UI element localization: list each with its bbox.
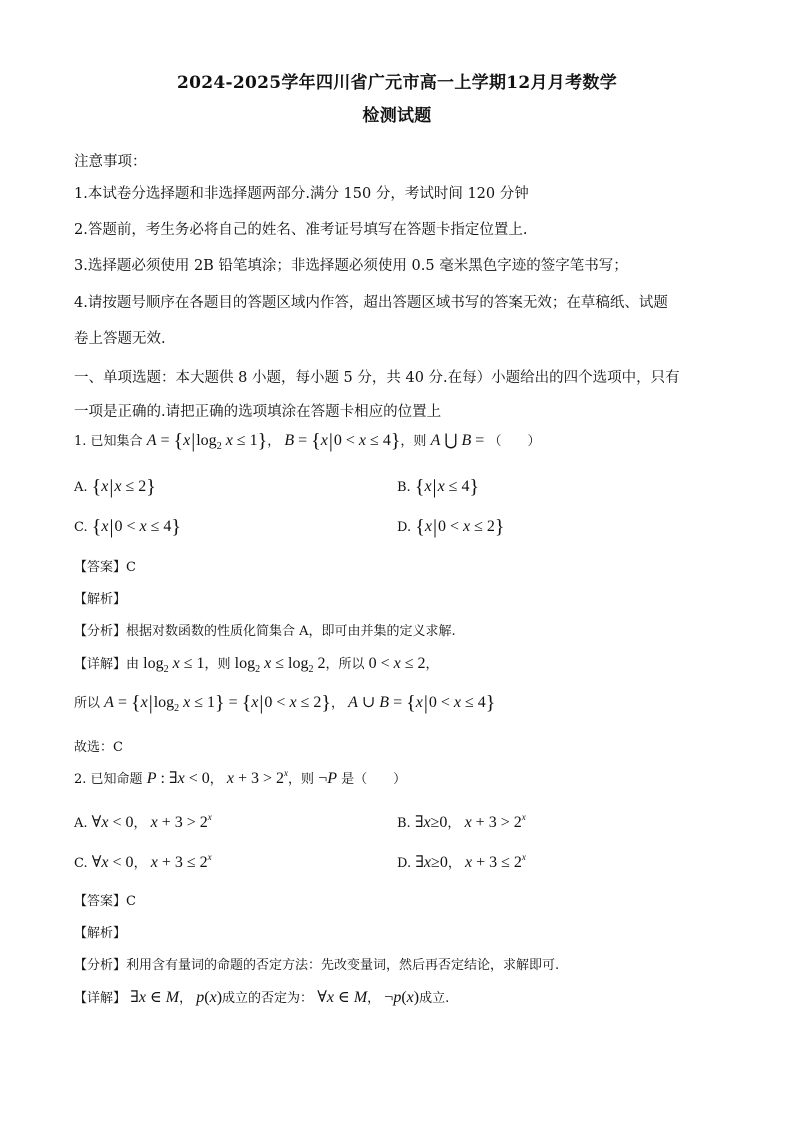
page-subtitle: 检测试题 (362, 106, 432, 126)
question-2-option-c: C. ∀x < 0， $x + 3 \le 2^x$ (74, 852, 212, 871)
question-1-option-c: C. {x|0 < x ≤ 4} (74, 516, 182, 538)
question-2-option-d: D. ∃x≥0， $x + 3 \le 2^x$ (397, 852, 526, 871)
question-2-option-b: B. ∃x≥0， $x + 3 > 2^x$ (397, 812, 526, 831)
notice-item: 2.答题前，考生务必将自己的姓名、准考证号填写在答题卡指定位置上. (74, 222, 528, 238)
question-2-detail: 【详解】 ∃x ∈ M， p(x)成立的否定为： ∀x ∈ M， ¬p(x)成立. (74, 989, 450, 1006)
page-title: 2024-2025学年四川省广元市高一上学期12月月考数学 (176, 73, 618, 93)
question-2-stem: 2. 已知命题 P : ∃x < 0， $x + 3 > 2^x$，则 ¬P 是（ ） (74, 768, 407, 787)
question-1-stem: 1. 已知集合 $A = \{x|\log_2$ x ≤ 1}， B = {x|0 < x ≤ 4}，则 A ⋃ B = （ ） (74, 430, 541, 452)
notice-item: 1.本试卷分选择题和非选择题两部分.满分 150 分，考试时间 120 分钟 (74, 186, 529, 202)
notice-item: 4.请按题号顺序在各题目的答题区域内作答，超出答题区域书写的答案无效；在草稿纸、试题 (74, 295, 668, 311)
union-expression: A ⋃ B = (430, 432, 485, 449)
notice-item: 卷上答题无效. (74, 331, 166, 347)
question-2-option-a: A. ∀x < 0， $x + 3 > 2^x$ (74, 812, 212, 831)
set-B-definition: B = {x|0 < x ≤ 4} (284, 430, 401, 452)
set-A-definition: $A = \{x|\log_2$ x ≤ 1} (146, 430, 268, 452)
section-heading: 一、单项选题：本大题供 8 小题，每小题 5 分，共 40 分.在每）小题给出的四个选项中，只有 (74, 370, 680, 386)
question-1-option-d: D. {x|0 < x ≤ 2} (397, 516, 505, 538)
notice-heading: 注意事项： (74, 154, 147, 170)
question-2-fenxi: 【分析】利用含有量词的命题的否定方法：先改变量词，然后再否定结论，求解即可. (74, 958, 560, 973)
question-1-option-b: B. {x|x ≤ 4} (397, 476, 480, 498)
question-1-detail-conclusion: 所以 $A = \{x|\log_2$ x ≤ 1} = {x|0 < x ≤ 2}， A ∪ B = {x|0 < x ≤ 4} (74, 692, 496, 714)
question-1-detail: 【详解】由 $\log_2 x \le 1$，则 $\log_2 x \le \log_2 2$，所以 0 < x ≤ 2， (74, 655, 439, 675)
question-1-choice: 故选：C (74, 740, 123, 755)
notice-item: 3.选择题必须使用 2B 铅笔填涂；非选择题必须使用 0.5 毫米黑色字迹的签字笔书写； (74, 258, 628, 274)
question-2-answer: 【答案】C (74, 894, 136, 909)
question-1-option-a: A. {x|x ≤ 2} (74, 476, 156, 498)
question-2-analysis-tag: 【解析】 (74, 926, 127, 941)
question-1-fenxi: 【分析】根据对数函数的性质化简集合 A，即可由并集的定义求解. (74, 624, 456, 639)
section-instruction: 一项是正确的.请把正确的选项填涂在答题卡相应的位置上 (74, 404, 442, 420)
question-1-answer: 【答案】C (74, 560, 136, 575)
question-1-analysis-tag: 【解析】 (74, 592, 127, 607)
